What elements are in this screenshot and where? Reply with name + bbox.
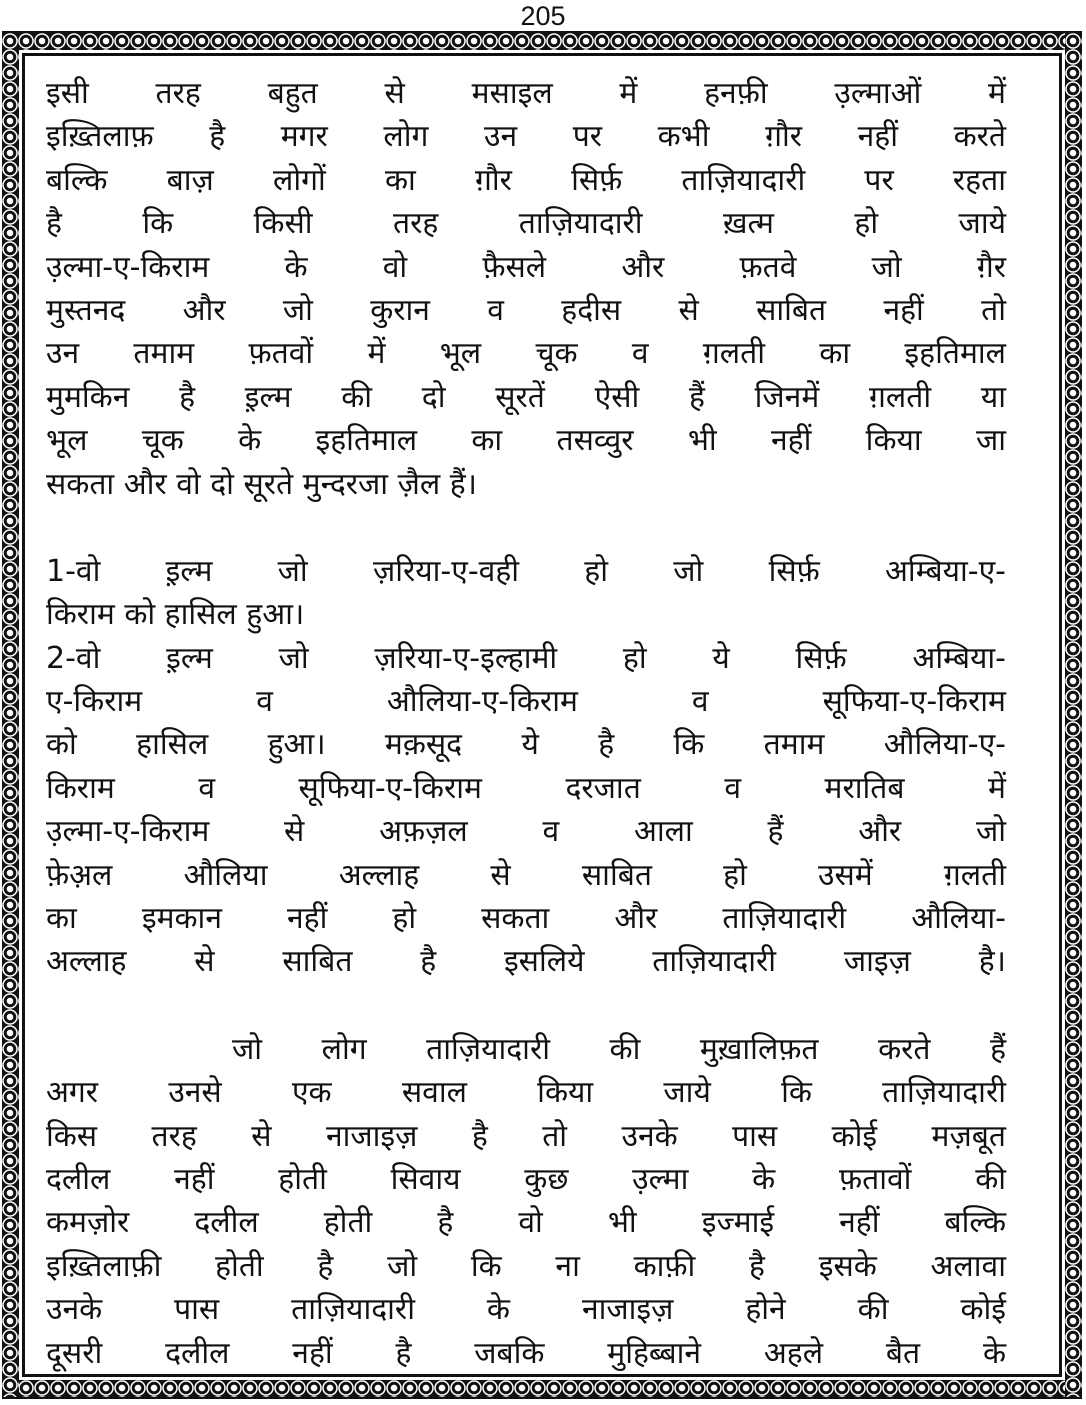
page-number: 205 (520, 1, 566, 31)
paragraph-3 (46, 1028, 1006, 1375)
text-line: उनके पास ताज़ियादारी के नाजाइज़ होने की कोई (46, 1292, 1006, 1328)
text-line: दूसरी दलील नहीं है जबकि मुहिब्बाने अहले बैत के (46, 1335, 1006, 1371)
star-border-left (2, 33, 19, 1397)
star-border-top (2, 33, 1082, 50)
text-line: है कि किसी तरह ताज़ियादारी ख़त्म हो जाये (46, 206, 1006, 242)
text-line: मुमकिन है इ़ल्म की दो सूरतें ऐसी हैं जिनमें ग़लती या (46, 379, 1006, 415)
text-line: 2-वो इ़ल्म जो ज़रिया-ए-इल्हामी हो ये सिर्फ़ अम्बिया- (46, 640, 1006, 676)
text-line: को हासिल हुआ। मक़सूद ये है कि तमाम औलिया-ए- (46, 727, 1006, 763)
text-line: उ़ल्मा-ए-किराम से अफ़ज़ल व आला हैं और जो (46, 814, 1006, 850)
text-line: फ़ेअ़ल औलिया अल्लाह से साबित हो उसमें ग़लती (46, 857, 1006, 893)
paragraph-gap (46, 984, 1006, 1028)
text-line: भूल चूक के इहतिमाल का तसव्वुर भी नहीं किया जा (46, 423, 1006, 459)
text-line: इख़्तिलाफ़ी होती है जो कि ना काफ़ी है इसके अलावा (46, 1248, 1006, 1284)
text-line: इख़्तिलाफ़ है मगर लोग उन पर कभी ग़ौर नहीं करते (46, 119, 1006, 155)
text-line: सकता और वो दो सूरते मुन्दरजा ज़ैल हैं। (46, 466, 478, 502)
text-line: इसी तरह बहुत से मसाइल में हनफ़ी उ़ल्माओं में (46, 76, 1006, 111)
text-line: जो लोग ताज़ियादारी की मुख़ालिफ़त करते हैं (232, 1031, 1006, 1067)
paragraph-1 (46, 72, 1006, 506)
text-line: मुस्तनद और जो कुरान व हदीस से साबित नहीं तो (46, 292, 1006, 328)
text-line: अगर उनसे एक सवाल किया जाये कि ताज़ियादारी (46, 1075, 1006, 1111)
text-line: उ़ल्मा-ए-किराम के वो फ़ैसले और फ़तवे जो ग़ैर (46, 249, 1006, 285)
star-border-right (1065, 33, 1082, 1397)
page-body (46, 72, 1006, 1375)
paragraph-2 (46, 550, 1006, 984)
text-line: का इमकान नहीं हो सकता और ताज़ियादारी औलिया- (46, 901, 1006, 937)
text-line: किराम व सूफिया-ए-किराम दरजात व मरातिब में (46, 770, 1006, 806)
text-line: उन तमाम फ़तवों में भूल चूक व ग़लती का इहतिमाल (46, 336, 1006, 372)
text-line: किराम को हासिल हुआ। (46, 597, 305, 633)
text-line: कमज़ोर दलील होती है वो भी इज्माई नहीं बल्कि (46, 1205, 1006, 1241)
text-line: दलील नहीं होती सिवाय कुछ उ़ल्मा के फ़तावों की (46, 1161, 1006, 1197)
text-line: 1-वो इ़ल्म जो ज़रिया-ए-वही हो जो सिर्फ़ अम्बिया-ए- (46, 553, 1006, 589)
text-line: अल्लाह से साबित है इसलिये ताज़ियादारी जाइज़ है। (46, 944, 1006, 980)
text-line: किस तरह से नाजाइज़ है तो उनके पास कोई मज़बूत (46, 1118, 1006, 1154)
star-border-bottom (2, 1380, 1082, 1397)
text-line: बल्कि बाज़ लोगों का ग़ौर सिर्फ़ ताज़ियादारी पर रहता (46, 162, 1006, 198)
text-line: ए-किराम व औलिया-ए-किराम व सूफिया-ए-किराम (46, 684, 1006, 720)
paragraph-gap (46, 506, 1006, 550)
